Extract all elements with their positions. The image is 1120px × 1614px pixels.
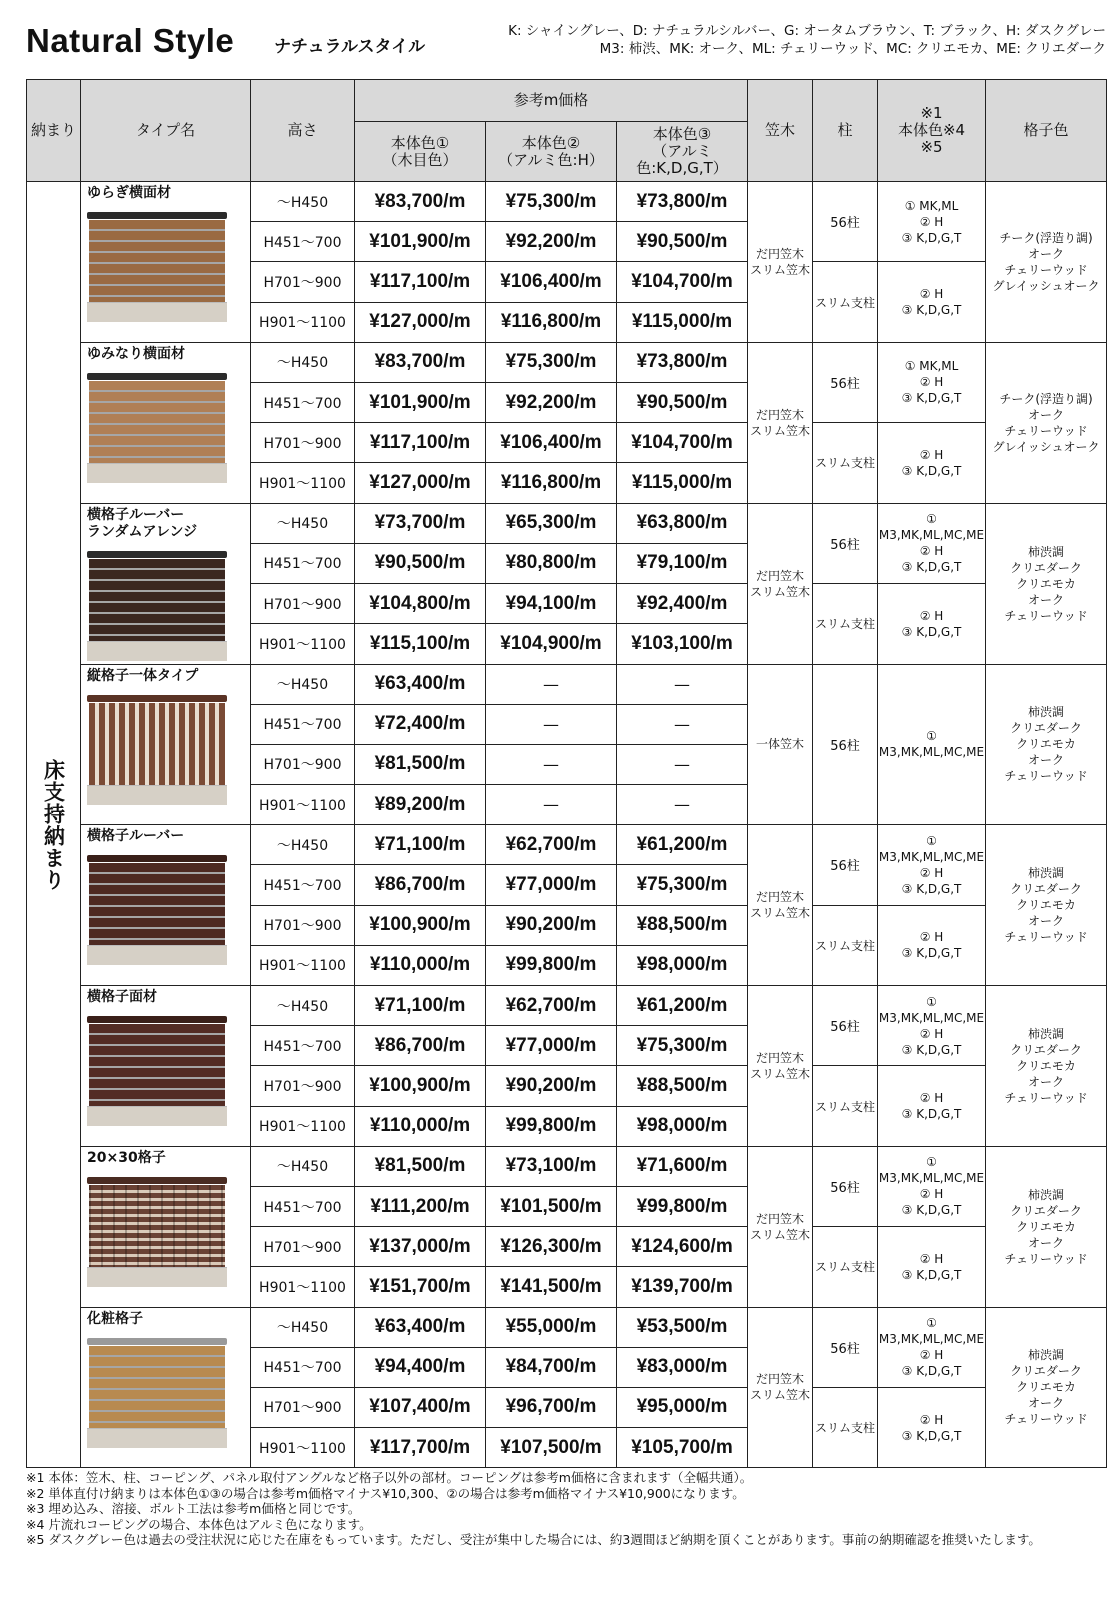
price-cell: ¥106,400/m (486, 262, 617, 302)
col-kasagi: 笠木 (748, 80, 813, 182)
body-color-cell (878, 342, 986, 422)
grain-color-label: 柿渋調 クリエダーク クリエモカ オーク チェリーウッド (1004, 544, 1088, 623)
price-cell: ¥94,100/m (486, 583, 617, 623)
type-cell (81, 1307, 251, 1468)
price-cell: ¥124,600/m (617, 1227, 748, 1267)
grain-color-cell (986, 503, 1107, 664)
table-row (27, 1146, 1107, 1186)
post-cell: 56柱 (813, 986, 878, 1066)
post-cell: スリム支柱 (813, 1227, 878, 1307)
height-cell: H901～1100 (251, 1267, 355, 1307)
type-name: ゆみなり横面材 (87, 345, 185, 362)
price-cell: ¥117,100/m (355, 423, 486, 463)
price-cell: ¥73,800/m (617, 182, 748, 222)
fence-cap (87, 695, 227, 702)
grain-color-cell (986, 1146, 1107, 1307)
grain-color-cell (986, 342, 1107, 503)
price-cell: ¥90,500/m (355, 543, 486, 583)
kasagi-label: だ円笠木 スリム笠木 (750, 1372, 811, 1403)
post-cell: スリム支柱 (813, 583, 878, 664)
price-cell: ¥104,800/m (355, 583, 486, 623)
body-color-label: ① M3,MK,ML,MC,ME (878, 729, 985, 760)
price-cell: ¥83,700/m (355, 182, 486, 222)
fence-cap (87, 1016, 227, 1023)
table-body (27, 182, 1107, 1468)
price-cell: ¥88,500/m (617, 905, 748, 945)
height-cell: H701～900 (251, 905, 355, 945)
body-color-cell (878, 905, 986, 985)
price-cell: ¥81,500/m (355, 1146, 486, 1186)
price-cell: ¥100,900/m (355, 1066, 486, 1106)
color-legend-line-2: M3: 柿渋、MK: オーク、ML: チェリーウッド、MC: クリエモカ、ME: クリエダーク (599, 41, 1106, 57)
price-cell: ¥81,500/m (355, 744, 486, 784)
price-cell: ¥126,300/m (486, 1227, 617, 1267)
footnote: ※4 片流れコーピングの場合、本体色はアルミ色になります。 (26, 1516, 372, 1532)
fence-cap (87, 1338, 227, 1345)
fence-cap (87, 212, 227, 219)
price-cell: ¥139,700/m (617, 1267, 748, 1307)
col-body-color: ※1 本体色※4 ※5 (878, 80, 986, 182)
price-cell: ¥117,700/m (355, 1428, 486, 1468)
price-cell: ¥137,000/m (355, 1227, 486, 1267)
page-title: Natural Style (26, 22, 235, 59)
price-cell: ¥104,900/m (486, 624, 617, 664)
kasagi-label: だ円笠木 スリム笠木 (750, 568, 811, 599)
price-cell: ¥53,500/m (617, 1307, 748, 1347)
type-name: 縦格子一体タイプ (87, 667, 199, 684)
footnote: ※5 ダスクグレー色は過去の受注状況に応じた在庫をもっています。ただし、受注が集中した場合には、約3週間ほど納期を頂くことがあります。事前の納期確認を推奨いたします。 (26, 1532, 1041, 1547)
body-color-cell (878, 583, 986, 664)
footnotes (26, 1470, 1041, 1548)
fence-cap (87, 855, 227, 862)
fence-image (87, 853, 227, 965)
body-color-label: ② H ③ K,D,G,T (901, 1251, 962, 1282)
grain-color-label: チーク(浮造り調) オーク チェリーウッド グレイッシュオーク (992, 230, 1100, 293)
kasagi-label: だ円笠木 スリム笠木 (750, 407, 811, 438)
body-color-label: ② H ③ K,D,G,T (901, 287, 962, 318)
kasagi-label: だ円笠木 スリム笠木 (750, 1211, 811, 1242)
post-cell: 56柱 (813, 1307, 878, 1387)
body-color-label: ① M3,MK,ML,MC,ME ② H ③ K,D,G,T (878, 1155, 985, 1218)
table-row (27, 664, 1107, 704)
type-cell (81, 342, 251, 503)
height-cell: ～H450 (251, 1146, 355, 1186)
col-price2: 本体色② （アルミ色:H） (486, 122, 617, 182)
footnote: ※2 単体直付け納まりは本体色①③の場合は参考m価格マイナス¥10,300、②の場合は参考m価格マイナス¥10,900になります。 (26, 1485, 745, 1501)
price-cell: ¥62,700/m (486, 986, 617, 1026)
price-cell: ¥84,700/m (486, 1347, 617, 1387)
fence-base (87, 463, 227, 483)
table-header (27, 80, 1107, 182)
price-cell: ¥90,500/m (617, 222, 748, 262)
fence-panel (89, 381, 225, 463)
price-cell: ¥101,900/m (355, 222, 486, 262)
height-cell: ～H450 (251, 825, 355, 865)
price-cell: — (617, 704, 748, 744)
price-cell: ¥127,000/m (355, 463, 486, 503)
price-cell: ¥83,000/m (617, 1347, 748, 1387)
footnote: ※3 埋め込み、溶接、ボルト工法は参考m価格と同じです。 (26, 1501, 361, 1516)
price-cell: ¥77,000/m (486, 1026, 617, 1066)
type-name: 横格子面材 (87, 989, 157, 1005)
price-cell: ¥75,300/m (617, 865, 748, 905)
type-cell (81, 986, 251, 1147)
type-cell (81, 1146, 251, 1307)
body-color-cell (878, 262, 986, 342)
post-cell: 56柱 (813, 182, 878, 262)
price-cell: ¥71,100/m (355, 986, 486, 1026)
body-color-label: ① M3,MK,ML,MC,ME ② H ③ K,D,G,T (878, 833, 985, 896)
price-cell: ¥99,800/m (617, 1186, 748, 1226)
height-cell: H901～1100 (251, 1428, 355, 1468)
body-color-label: ② H ③ K,D,G,T (901, 447, 962, 478)
height-cell: H901～1100 (251, 1106, 355, 1146)
height-cell: H451～700 (251, 222, 355, 262)
price-cell: ¥100,900/m (355, 905, 486, 945)
price-cell: ¥79,100/m (617, 543, 748, 583)
height-cell: H901～1100 (251, 463, 355, 503)
page-header (26, 18, 1106, 68)
height-cell: H451～700 (251, 382, 355, 422)
grain-color-label: 柿渋調 クリエダーク クリエモカ オーク チェリーウッド (1004, 1026, 1088, 1105)
fence-image (87, 371, 227, 483)
height-cell: H451～700 (251, 1186, 355, 1226)
price-cell: ¥88,500/m (617, 1066, 748, 1106)
footnote: ※1 本体：笠木、柱、コーピング、パネル取付アングルなど格子以外の部材。コーピングは参考m価格に含まれます（全幅共通）。 (26, 1470, 753, 1485)
kasagi-cell (748, 1307, 813, 1468)
price-cell: — (486, 704, 617, 744)
body-color-cell (878, 423, 986, 503)
table-row (27, 825, 1107, 865)
body-color-cell (878, 1387, 986, 1467)
price-cell: ¥127,000/m (355, 302, 486, 342)
height-cell: H701～900 (251, 583, 355, 623)
height-cell: ～H450 (251, 664, 355, 704)
price-cell: ¥71,100/m (355, 825, 486, 865)
price-cell: ¥99,800/m (486, 945, 617, 985)
body-color-cell (878, 664, 986, 825)
fence-panel (89, 220, 225, 302)
grain-color-label: 柿渋調 クリエダーク クリエモカ オーク チェリーウッド (1004, 705, 1088, 784)
price-cell: ¥110,000/m (355, 945, 486, 985)
price-cell: — (617, 744, 748, 784)
fence-panel (89, 559, 225, 641)
body-color-cell (878, 182, 986, 262)
fence-panel (89, 863, 225, 945)
osamari-label: 床支持納まり (41, 758, 66, 891)
price-cell: ¥86,700/m (355, 865, 486, 905)
fence-image (87, 210, 227, 322)
fence-panel (89, 703, 225, 785)
price-cell: ¥94,400/m (355, 1347, 486, 1387)
price-cell: ¥73,100/m (486, 1146, 617, 1186)
fence-base (87, 1267, 227, 1287)
fence-base (87, 785, 227, 805)
height-cell: H701～900 (251, 1387, 355, 1427)
price-cell: ¥115,100/m (355, 624, 486, 664)
price-cell: ¥86,700/m (355, 1026, 486, 1066)
fence-cap (87, 1177, 227, 1184)
price-cell: ¥101,500/m (486, 1186, 617, 1226)
price-cell: ¥73,700/m (355, 503, 486, 543)
post-cell: 56柱 (813, 503, 878, 583)
height-cell: H701～900 (251, 1066, 355, 1106)
fence-panel (89, 1185, 225, 1267)
fence-base (87, 1428, 227, 1448)
height-cell: ～H450 (251, 182, 355, 222)
body-color-cell (878, 1066, 986, 1146)
price-cell: ¥80,800/m (486, 543, 617, 583)
post-cell: 56柱 (813, 664, 878, 825)
body-color-label: ② H ③ K,D,G,T (901, 1412, 962, 1443)
price-cell: ¥96,700/m (486, 1387, 617, 1427)
price-cell: ¥90,500/m (617, 382, 748, 422)
post-cell: 56柱 (813, 1146, 878, 1226)
height-cell: ～H450 (251, 342, 355, 382)
col-price1: 本体色① （木目色） (355, 122, 486, 182)
grain-color-cell (986, 825, 1107, 986)
price-cell: — (617, 785, 748, 825)
price-cell: ¥63,400/m (355, 664, 486, 704)
price-cell: ¥92,200/m (486, 382, 617, 422)
fence-image (87, 1014, 227, 1126)
price-cell: ¥106,400/m (486, 423, 617, 463)
height-cell: H451～700 (251, 1026, 355, 1066)
table-row (27, 182, 1107, 222)
type-cell (81, 664, 251, 825)
type-name: 横格子ルーバー (87, 828, 185, 845)
col-post: 柱 (813, 80, 878, 182)
table-row (27, 1307, 1107, 1347)
price-cell: ¥115,000/m (617, 302, 748, 342)
price-cell: ¥72,400/m (355, 704, 486, 744)
price-cell: ¥55,000/m (486, 1307, 617, 1347)
body-color-label: ① M3,MK,ML,MC,ME ② H ③ K,D,G,T (878, 994, 985, 1057)
grain-color-label: チーク(浮造り調) オーク チェリーウッド グレイッシュオーク (992, 391, 1100, 454)
grain-color-label: 柿渋調 クリエダーク クリエモカ オーク チェリーウッド (1004, 1348, 1088, 1427)
price-cell: ¥110,000/m (355, 1106, 486, 1146)
table-row (27, 986, 1107, 1026)
price-cell: ¥104,700/m (617, 423, 748, 463)
table-row (27, 342, 1107, 382)
color-legend-line-1: K: シャイングレー、D: ナチュラルシルバー、G: オータムブラウン、T: ブラック、H: ダスクグレー (508, 23, 1106, 39)
kasagi-label: だ円笠木 スリム笠木 (750, 246, 811, 277)
height-cell: H901～1100 (251, 785, 355, 825)
height-cell: H701～900 (251, 744, 355, 784)
price-cell: ¥151,700/m (355, 1267, 486, 1307)
body-color-label: ② H ③ K,D,G,T (901, 930, 962, 961)
height-cell: H701～900 (251, 423, 355, 463)
price-cell: ¥111,200/m (355, 1186, 486, 1226)
grain-color-cell (986, 664, 1107, 825)
price-cell: ¥105,700/m (617, 1428, 748, 1468)
kasagi-cell (748, 986, 813, 1147)
body-color-cell (878, 1146, 986, 1226)
height-cell: H451～700 (251, 543, 355, 583)
height-cell: H901～1100 (251, 945, 355, 985)
fence-image (87, 693, 227, 805)
price-cell: ¥107,500/m (486, 1428, 617, 1468)
price-cell: ¥75,300/m (617, 1026, 748, 1066)
body-color-label: ② H ③ K,D,G,T (901, 608, 962, 639)
col-price-group: 参考m価格 (355, 80, 748, 122)
price-cell: ¥117,100/m (355, 262, 486, 302)
body-color-label: ① MK,ML ② H ③ K,D,G,T (901, 359, 962, 406)
price-cell: ¥92,400/m (617, 583, 748, 623)
fence-base (87, 302, 227, 322)
kasagi-cell (748, 664, 813, 825)
post-cell: 56柱 (813, 342, 878, 422)
body-color-label: ② H ③ K,D,G,T (901, 1091, 962, 1122)
price-cell: ¥75,300/m (486, 182, 617, 222)
type-cell (81, 503, 251, 664)
price-cell: ¥90,200/m (486, 905, 617, 945)
price-cell: ¥89,200/m (355, 785, 486, 825)
price-cell: ¥92,200/m (486, 222, 617, 262)
fence-image (87, 549, 227, 661)
grain-color-cell (986, 182, 1107, 343)
type-cell (81, 182, 251, 343)
price-cell: ¥62,700/m (486, 825, 617, 865)
price-cell: ¥116,800/m (486, 463, 617, 503)
height-cell: H451～700 (251, 704, 355, 744)
price-cell: — (486, 664, 617, 704)
kasagi-cell (748, 1146, 813, 1307)
price-cell: — (617, 664, 748, 704)
fence-image (87, 1175, 227, 1287)
height-cell: H701～900 (251, 262, 355, 302)
fence-cap (87, 551, 227, 558)
post-cell: スリム支柱 (813, 905, 878, 985)
price-cell: — (486, 785, 617, 825)
price-cell: ¥99,800/m (486, 1106, 617, 1146)
post-cell: スリム支柱 (813, 1066, 878, 1146)
price-cell: ¥71,600/m (617, 1146, 748, 1186)
type-cell (81, 825, 251, 986)
price-cell: ¥83,700/m (355, 342, 486, 382)
fence-cap (87, 373, 227, 380)
type-name: 横格子ルーバー ランダムアレンジ (87, 506, 198, 540)
price-cell: ¥95,000/m (617, 1387, 748, 1427)
price-cell: ¥116,800/m (486, 302, 617, 342)
color-legend (508, 22, 1106, 58)
col-osamari: 納まり (27, 80, 81, 182)
body-color-cell (878, 825, 986, 905)
price-cell: ¥90,200/m (486, 1066, 617, 1106)
price-cell: ¥75,300/m (486, 342, 617, 382)
price-cell: ¥103,100/m (617, 624, 748, 664)
height-cell: ～H450 (251, 986, 355, 1026)
price-cell: ¥63,400/m (355, 1307, 486, 1347)
post-cell: 56柱 (813, 825, 878, 905)
body-color-cell (878, 1307, 986, 1387)
body-color-cell (878, 986, 986, 1066)
type-name: 20×30格子 (87, 1149, 166, 1166)
price-cell: ¥98,000/m (617, 945, 748, 985)
post-cell: スリム支柱 (813, 262, 878, 342)
price-cell: ¥98,000/m (617, 1106, 748, 1146)
price-cell: ¥61,200/m (617, 825, 748, 865)
grain-color-label: 柿渋調 クリエダーク クリエモカ オーク チェリーウッド (1004, 866, 1088, 945)
price-cell: ¥77,000/m (486, 865, 617, 905)
type-name: ゆらぎ横面材 (87, 185, 171, 201)
body-color-label: ① MK,ML ② H ③ K,D,G,T (901, 198, 962, 245)
price-cell: ¥104,700/m (617, 262, 748, 302)
height-cell: H701～900 (251, 1227, 355, 1267)
grain-color-cell (986, 986, 1107, 1147)
height-cell: ～H450 (251, 503, 355, 543)
price-cell: ¥141,500/m (486, 1267, 617, 1307)
price-cell: ¥107,400/m (355, 1387, 486, 1427)
kasagi-cell (748, 182, 813, 343)
page-subtitle: ナチュラルスタイル (274, 37, 426, 57)
kasagi-cell (748, 342, 813, 503)
post-cell: スリム支柱 (813, 1387, 878, 1467)
height-cell: H451～700 (251, 1347, 355, 1387)
col-height: 高さ (251, 80, 355, 182)
height-cell: H901～1100 (251, 624, 355, 664)
osamari-cell (27, 182, 81, 1468)
body-color-label: ① M3,MK,ML,MC,ME ② H ③ K,D,G,T (878, 512, 985, 575)
body-color-label: ① M3,MK,ML,MC,ME ② H ③ K,D,G,T (878, 1316, 985, 1379)
height-cell: ～H450 (251, 1307, 355, 1347)
price-cell: ¥115,000/m (617, 463, 748, 503)
post-cell: スリム支柱 (813, 423, 878, 503)
grain-color-label: 柿渋調 クリエダーク クリエモカ オーク チェリーウッド (1004, 1187, 1088, 1266)
price-cell: ¥61,200/m (617, 986, 748, 1026)
col-grain-color: 格子色 (986, 80, 1107, 182)
kasagi-cell (748, 503, 813, 664)
fence-image (87, 1336, 227, 1448)
table-row (27, 503, 1107, 543)
price-cell: ¥73,800/m (617, 342, 748, 382)
body-color-cell (878, 1227, 986, 1307)
price-table (26, 79, 1107, 1468)
fence-panel (89, 1346, 225, 1428)
price-cell: — (486, 744, 617, 784)
price-cell: ¥101,900/m (355, 382, 486, 422)
fence-base (87, 1106, 227, 1126)
price-cell: ¥63,800/m (617, 503, 748, 543)
grain-color-cell (986, 1307, 1107, 1468)
kasagi-label: 一体笠木 (756, 737, 805, 752)
fence-panel (89, 1024, 225, 1106)
col-type: タイプ名 (81, 80, 251, 182)
body-color-cell (878, 503, 986, 583)
kasagi-label: だ円笠木 スリム笠木 (750, 1050, 811, 1081)
type-name: 化粧格子 (87, 1310, 143, 1327)
height-cell: H901～1100 (251, 302, 355, 342)
price-cell: ¥65,300/m (486, 503, 617, 543)
height-cell: H451～700 (251, 865, 355, 905)
kasagi-cell (748, 825, 813, 986)
fence-base (87, 641, 227, 661)
kasagi-label: だ円笠木 スリム笠木 (750, 890, 811, 921)
col-price3: 本体色③ （アルミ色:K,D,G,T） (617, 122, 748, 182)
fence-base (87, 945, 227, 965)
